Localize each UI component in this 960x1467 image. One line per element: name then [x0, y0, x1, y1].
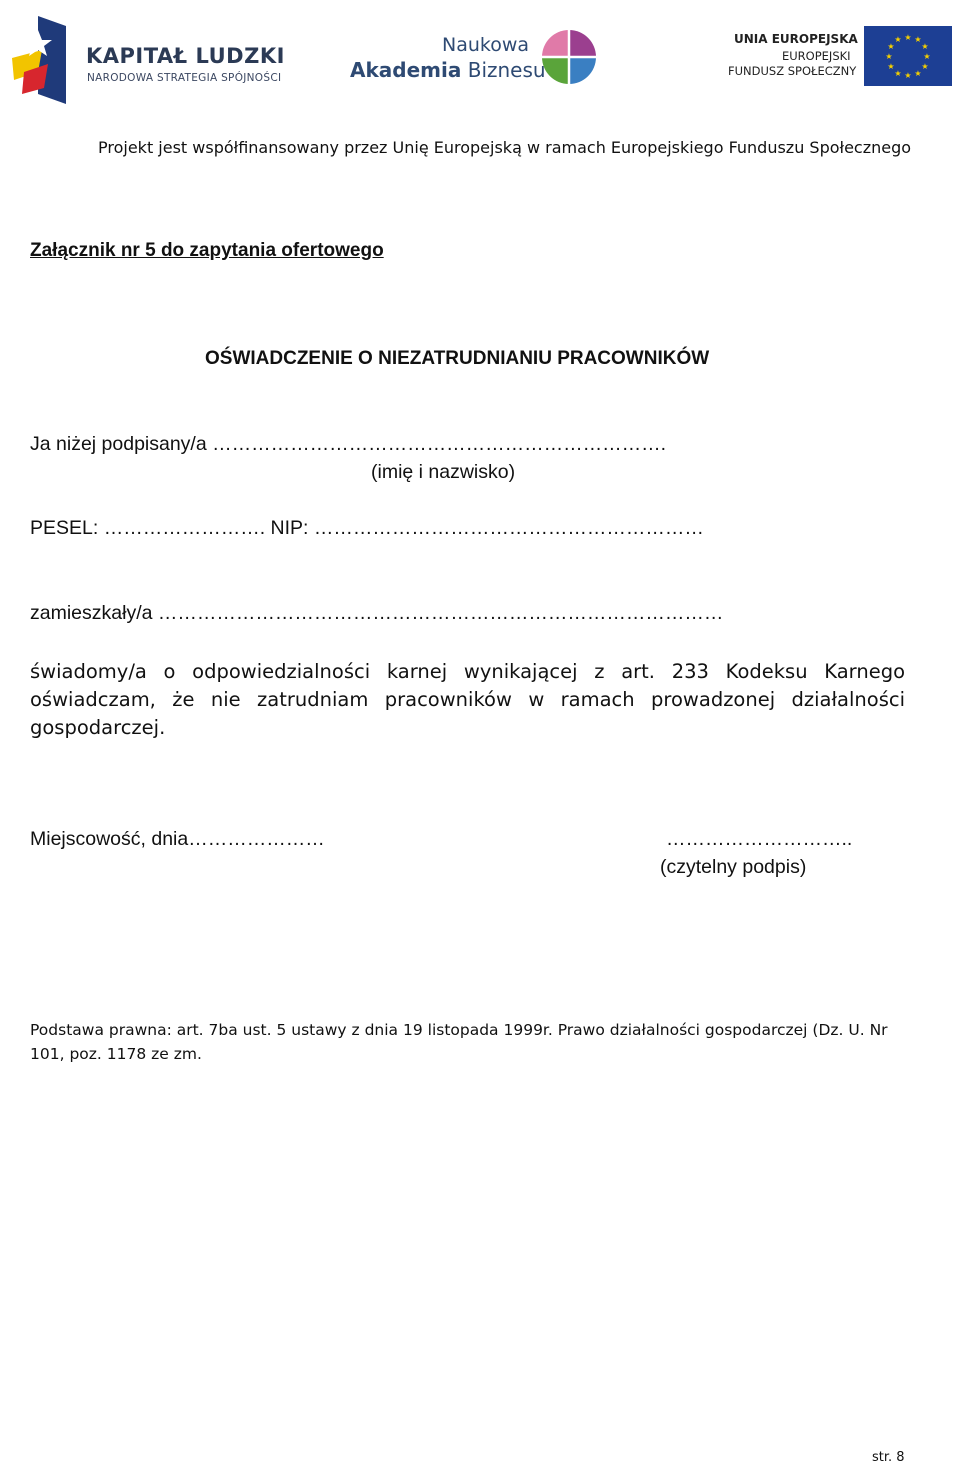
kapital-ludzki-emblem [8, 14, 70, 106]
page-number: str. 8 [872, 1450, 905, 1465]
svg-text:★: ★ [887, 62, 895, 71]
signature-hint: (czytelny podpis) [660, 856, 807, 878]
name-hint: (imię i nazwisko) [371, 461, 516, 483]
annex-title: Załącznik nr 5 do zapytania ofertowego [30, 240, 384, 261]
svg-text:★: ★ [921, 62, 929, 71]
kapital-ludzki-tagline: NARODOWA STRATEGIA SPÓJNOŚCI [87, 72, 282, 84]
statement-paragraph: świadomy/a o odpowiedzialności karnej wynikającej z art. 233 Kodeksu Karnego oświadczam, że nie zatrudniam pracowników w ramach prowadzonej działalności gospodarczej. [30, 660, 905, 739]
legal-basis: Podstawa prawna: art. 7ba ust. 5 ustawy z dnia 19 listopada 1999r. Prawo działalności gospodarczej (Dz. U. Nr 101, poz. 1178 ze zm. [30, 1021, 888, 1063]
svg-text:★: ★ [904, 71, 912, 80]
svg-text:★: ★ [894, 69, 902, 78]
svg-text:★: ★ [921, 42, 929, 51]
svg-text:★: ★ [885, 52, 893, 61]
place-date-line: Miejscowość, dnia………………… [30, 828, 325, 850]
eu-line3: FUNDUSZ SPOŁECZNY [728, 64, 857, 78]
signature-dots: ……………………….. [666, 828, 853, 850]
svg-text:★: ★ [887, 42, 895, 51]
eu-flag-icon [864, 26, 952, 86]
pesel-nip-line: PESEL: ……………………. NIP: …………………………………………………… [30, 517, 704, 539]
eu-logo [726, 24, 956, 88]
nab-line2: Akademia Biznesu [350, 58, 546, 82]
nab-line1: Naukowa [442, 34, 530, 56]
undersigned-line: Ja niżej podpisany/a ……………………………………………………………. [30, 433, 667, 455]
svg-text:★: ★ [894, 35, 902, 44]
eu-line2: EUROPEJSKI [782, 49, 851, 63]
document-title: OŚWIADCZENIE O NIEZATRUDNIANIU PRACOWNIKÓW [205, 348, 710, 369]
residence-line: zamieszkały/a …………………………………………………………………………… [30, 602, 724, 624]
eu-line1: UNIA EUROPEJSKA [734, 32, 858, 46]
kapital-ludzki-name: KAPITAŁ LUDZKI [86, 44, 285, 68]
svg-text:★: ★ [904, 33, 912, 42]
kapital-ludzki-logo [8, 14, 298, 106]
svg-text:★: ★ [914, 69, 922, 78]
cofinancing-note: Projekt jest współfinansowany przez Unię Europejską w ramach Europejskiego Funduszu Społecznego [98, 138, 912, 157]
svg-text:★: ★ [923, 52, 931, 61]
naukowa-akademia-biznesu-logo [350, 28, 600, 88]
svg-text:★: ★ [914, 35, 922, 44]
nab-emblem [540, 28, 598, 86]
